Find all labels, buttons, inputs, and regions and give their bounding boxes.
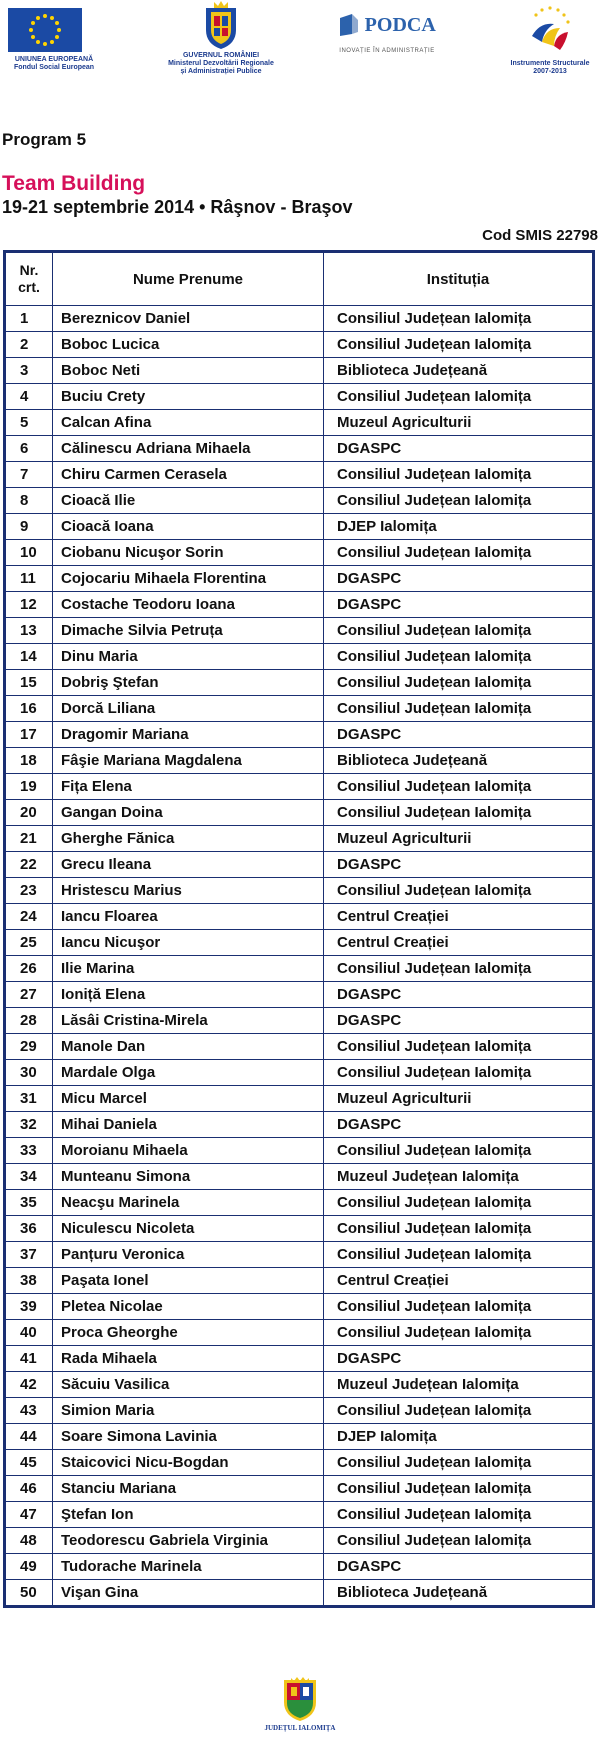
gov-logo-caption-2: Ministerul Dezvoltării Regionale: [168, 60, 274, 67]
participant-name: Dobriş Ştefan: [53, 670, 324, 696]
government-logo: [150, 0, 292, 76]
row-number: 28: [5, 1008, 53, 1034]
participants-table: [3, 250, 595, 1608]
table-row: [5, 1476, 594, 1502]
row-number: 48: [5, 1528, 53, 1554]
row-number: 40: [5, 1320, 53, 1346]
participant-name: Manole Dan: [53, 1034, 324, 1060]
participant-name: Cioacă Ioana: [53, 514, 324, 540]
participant-institution: Consiliul Județean Ialomița: [324, 1294, 594, 1320]
participant-name: Munteanu Simona: [53, 1164, 324, 1190]
table-row: [5, 1216, 594, 1242]
participant-name: Grecu Ileana: [53, 852, 324, 878]
table-row: [5, 410, 594, 436]
participant-name: Mardale Olga: [53, 1060, 324, 1086]
table-row: [5, 1450, 594, 1476]
row-number: 13: [5, 618, 53, 644]
table-row: [5, 1008, 594, 1034]
row-number: 41: [5, 1346, 53, 1372]
participant-institution: Consiliul Județean Ialomița: [324, 1502, 594, 1528]
table-row: [5, 1580, 594, 1607]
table-row: [5, 1502, 594, 1528]
participant-institution: Consiliul Județean Ialomița: [324, 1476, 594, 1502]
participant-institution: Muzeul Agriculturii: [324, 826, 594, 852]
participant-institution: Consiliul Județean Ialomița: [324, 488, 594, 514]
table-row: [5, 1060, 594, 1086]
participant-institution: Consiliul Județean Ialomița: [324, 1528, 594, 1554]
participant-name: Vişan Gina: [53, 1580, 324, 1607]
row-number: 24: [5, 904, 53, 930]
participant-name: Staicovici Nicu-Bogdan: [53, 1450, 324, 1476]
row-number: 8: [5, 488, 53, 514]
county-footer: [260, 1676, 340, 1732]
row-number: 21: [5, 826, 53, 852]
participant-name: Niculescu Nicoleta: [53, 1216, 324, 1242]
participant-institution: Muzeul Județean Ialomița: [324, 1372, 594, 1398]
participant-institution: Consiliul Județean Ialomița: [324, 332, 594, 358]
eu-logo-caption-2: Fondul Social European: [13, 64, 95, 71]
row-number: 20: [5, 800, 53, 826]
row-number: 14: [5, 644, 53, 670]
participant-institution: DGASPC: [324, 982, 594, 1008]
participant-name: Ştefan Ion: [53, 1502, 324, 1528]
participant-institution: Consiliul Județean Ialomița: [324, 1060, 594, 1086]
table-row: [5, 1242, 594, 1268]
row-number: 33: [5, 1138, 53, 1164]
table-row: [5, 306, 594, 332]
table-row: [5, 696, 594, 722]
participant-institution: Consiliul Județean Ialomița: [324, 956, 594, 982]
participant-institution: Consiliul Județean Ialomița: [324, 878, 594, 904]
participant-institution: Centrul Creației: [324, 1268, 594, 1294]
row-number: 25: [5, 930, 53, 956]
partner-logos: [0, 0, 600, 92]
participant-institution: Consiliul Județean Ialomița: [324, 1450, 594, 1476]
row-number: 16: [5, 696, 53, 722]
row-number: 12: [5, 592, 53, 618]
participant-name: Boboc Neti: [53, 358, 324, 384]
participant-institution: Consiliul Județean Ialomița: [324, 1216, 594, 1242]
table-row: [5, 644, 594, 670]
table-row: [5, 1424, 594, 1450]
participant-institution: Consiliul Județean Ialomița: [324, 618, 594, 644]
participant-institution: Centrul Creației: [324, 930, 594, 956]
row-number: 37: [5, 1242, 53, 1268]
participant-institution: Muzeul Județean Ialomița: [324, 1164, 594, 1190]
table-row: [5, 1372, 594, 1398]
table-row: [5, 956, 594, 982]
participant-name: Soare Simona Lavinia: [53, 1424, 324, 1450]
table-row: [5, 1112, 594, 1138]
participant-institution: Consiliul Județean Ialomița: [324, 1190, 594, 1216]
table-row: [5, 722, 594, 748]
row-number: 18: [5, 748, 53, 774]
row-number: 3: [5, 358, 53, 384]
participant-name: Iancu Nicuşor: [53, 930, 324, 956]
table-row: [5, 514, 594, 540]
participant-name: Cioacă Ilie: [53, 488, 324, 514]
participant-institution: Consiliul Județean Ialomița: [324, 1138, 594, 1164]
header-nr-line-2: crt.: [18, 279, 40, 295]
participant-institution: DGASPC: [324, 852, 594, 878]
instrumente-structurale-icon: [520, 2, 580, 58]
participant-institution: DGASPC: [324, 592, 594, 618]
row-number: 35: [5, 1190, 53, 1216]
participant-name: Teodorescu Gabriela Virginia: [53, 1528, 324, 1554]
participant-name: Tudorache Marinela: [53, 1554, 324, 1580]
row-number: 31: [5, 1086, 53, 1112]
event-title: Team Building: [2, 172, 146, 195]
program-title: Program 5: [2, 130, 87, 149]
participants-table-body: [5, 306, 594, 1607]
is-logo-caption-1: Instrumente Structurale: [510, 60, 590, 67]
row-number: 2: [5, 332, 53, 358]
participant-institution: Consiliul Județean Ialomița: [324, 800, 594, 826]
participant-name: Dinu Maria: [53, 644, 324, 670]
participant-name: Dorcă Liliana: [53, 696, 324, 722]
participant-institution: Consiliul Județean Ialomița: [324, 670, 594, 696]
row-number: 39: [5, 1294, 53, 1320]
eu-flag-icon: [8, 8, 82, 52]
participant-institution: Consiliul Județean Ialomița: [324, 306, 594, 332]
row-number: 44: [5, 1424, 53, 1450]
row-number: 49: [5, 1554, 53, 1580]
row-number: 32: [5, 1112, 53, 1138]
row-number: 7: [5, 462, 53, 488]
row-number: 38: [5, 1268, 53, 1294]
table-row: [5, 540, 594, 566]
gov-logo-caption-3: și Administrației Publice: [180, 68, 262, 75]
row-number: 47: [5, 1502, 53, 1528]
participant-name: Buciu Crety: [53, 384, 324, 410]
table-row: [5, 1086, 594, 1112]
row-number: 27: [5, 982, 53, 1008]
participant-institution: Consiliul Județean Ialomița: [324, 1242, 594, 1268]
is-logo-caption-2: 2007-2013: [533, 68, 567, 75]
table-row: [5, 878, 594, 904]
participant-name: Stanciu Mariana: [53, 1476, 324, 1502]
participant-institution: DJEP Ialomița: [324, 514, 594, 540]
eu-logo-caption-1: UNIUNEA EUROPEANĂ: [14, 56, 94, 63]
podca-logo-icon: [338, 12, 360, 38]
participant-institution: Muzeul Agriculturii: [324, 410, 594, 436]
participant-institution: Consiliul Județean Ialomița: [324, 462, 594, 488]
participant-name: Simion Maria: [53, 1398, 324, 1424]
row-number: 10: [5, 540, 53, 566]
table-row: [5, 1528, 594, 1554]
gov-logo-caption-1: GUVERNUL ROMÂNIEI: [182, 52, 260, 59]
row-number: 11: [5, 566, 53, 592]
table-row: [5, 384, 594, 410]
participant-institution: DGASPC: [324, 1112, 594, 1138]
participant-institution: Consiliul Județean Ialomița: [324, 644, 594, 670]
participant-institution: DGASPC: [324, 1554, 594, 1580]
participant-name: Chiru Carmen Cerasela: [53, 462, 324, 488]
participant-institution: DGASPC: [324, 1346, 594, 1372]
table-row: [5, 1268, 594, 1294]
table-row: [5, 1294, 594, 1320]
participant-name: Proca Gheorghe: [53, 1320, 324, 1346]
row-number: 42: [5, 1372, 53, 1398]
table-row: [5, 462, 594, 488]
table-row: [5, 488, 594, 514]
row-number: 50: [5, 1580, 53, 1607]
table-row: [5, 904, 594, 930]
header-name: Nume Prenume: [53, 252, 324, 306]
cod-smis: Cod SMIS 22798: [482, 227, 598, 244]
table-row: [5, 358, 594, 384]
row-number: 15: [5, 670, 53, 696]
row-number: 36: [5, 1216, 53, 1242]
participant-institution: DGASPC: [324, 566, 594, 592]
table-row: [5, 982, 594, 1008]
table-row: [5, 852, 594, 878]
participant-name: Săcuiu Vasilica: [53, 1372, 324, 1398]
participant-name: Dragomir Mariana: [53, 722, 324, 748]
row-number: 22: [5, 852, 53, 878]
event-dates-location: 19-21 septembrie 2014 • Râşnov - Braşov: [2, 197, 353, 217]
participant-institution: Consiliul Județean Ialomița: [324, 1320, 594, 1346]
table-row: [5, 826, 594, 852]
participant-name: Iancu Floarea: [53, 904, 324, 930]
participant-name: Hristescu Marius: [53, 878, 324, 904]
table-row: [5, 1320, 594, 1346]
row-number: 9: [5, 514, 53, 540]
participant-name: Gherghe Fănica: [53, 826, 324, 852]
participant-institution: Muzeul Agriculturii: [324, 1086, 594, 1112]
participant-institution: DGASPC: [324, 1008, 594, 1034]
participant-institution: Biblioteca Județeană: [324, 748, 594, 774]
row-number: 26: [5, 956, 53, 982]
row-number: 34: [5, 1164, 53, 1190]
participant-name: Dimache Silvia Petruța: [53, 618, 324, 644]
podca-logo-tagline: INOVAȚIE ÎN ADMINISTRAȚIE: [339, 48, 435, 54]
table-row: [5, 1164, 594, 1190]
participant-name: Micu Marcel: [53, 1086, 324, 1112]
table-row: [5, 566, 594, 592]
participant-name: Rada Mihaela: [53, 1346, 324, 1372]
table-row: [5, 1138, 594, 1164]
participant-institution: Consiliul Județean Ialomița: [324, 384, 594, 410]
row-number: 23: [5, 878, 53, 904]
participant-name: Paşata Ionel: [53, 1268, 324, 1294]
table-row: [5, 592, 594, 618]
table-header-row: [5, 252, 594, 306]
table-row: [5, 332, 594, 358]
table-row: [5, 1190, 594, 1216]
participant-name: Fâşie Mariana Magdalena: [53, 748, 324, 774]
row-number: 29: [5, 1034, 53, 1060]
row-number: 5: [5, 410, 53, 436]
table-row: [5, 1346, 594, 1372]
participant-name: Ilie Marina: [53, 956, 324, 982]
participant-institution: Consiliul Județean Ialomița: [324, 696, 594, 722]
participant-institution: Consiliul Județean Ialomița: [324, 1034, 594, 1060]
participant-name: Moroianu Mihaela: [53, 1138, 324, 1164]
romania-coat-of-arms-icon: [202, 0, 240, 50]
participant-institution: Centrul Creației: [324, 904, 594, 930]
participant-name: Ioniță Elena: [53, 982, 324, 1008]
participant-name: Boboc Lucica: [53, 332, 324, 358]
row-number: 1: [5, 306, 53, 332]
table-row: [5, 748, 594, 774]
row-number: 46: [5, 1476, 53, 1502]
participant-institution: DGASPC: [324, 722, 594, 748]
row-number: 4: [5, 384, 53, 410]
participant-institution: Consiliul Județean Ialomița: [324, 774, 594, 800]
participant-name: Lăsâi Cristina-Mirela: [53, 1008, 324, 1034]
row-number: 19: [5, 774, 53, 800]
participant-name: Calcan Afina: [53, 410, 324, 436]
participant-name: Cojocariu Mihaela Florentina: [53, 566, 324, 592]
participant-name: Costache Teodoru Ioana: [53, 592, 324, 618]
header-nr-line-1: Nr.: [19, 262, 39, 278]
table-row: [5, 1554, 594, 1580]
participant-institution: Consiliul Județean Ialomița: [324, 1398, 594, 1424]
county-caption: JUDEȚUL IALOMIȚA: [264, 1724, 336, 1732]
participant-institution: Consiliul Județean Ialomița: [324, 540, 594, 566]
eu-logo: [4, 0, 104, 72]
participant-name: Pletea Nicolae: [53, 1294, 324, 1320]
table-row: [5, 800, 594, 826]
table-row: [5, 618, 594, 644]
participant-name: Fița Elena: [53, 774, 324, 800]
ialomita-county-crest-icon: [281, 1676, 319, 1722]
table-row: [5, 436, 594, 462]
podca-logo: [332, 0, 442, 54]
table-row: [5, 930, 594, 956]
participant-name: Panțuru Veronica: [53, 1242, 324, 1268]
podca-logo-name: PODCA: [364, 13, 436, 36]
participant-institution: Biblioteca Județeană: [324, 358, 594, 384]
participant-institution: DGASPC: [324, 436, 594, 462]
row-number: 17: [5, 722, 53, 748]
participant-name: Călinescu Adriana Mihaela: [53, 436, 324, 462]
row-number: 30: [5, 1060, 53, 1086]
header-institution: Instituția: [324, 252, 594, 306]
participant-name: Gangan Doina: [53, 800, 324, 826]
row-number: 6: [5, 436, 53, 462]
participant-name: Neacşu Marinela: [53, 1190, 324, 1216]
participant-institution: Biblioteca Județeană: [324, 1580, 594, 1607]
participant-institution: DJEP Ialomița: [324, 1424, 594, 1450]
participant-name: Ciobanu Nicuşor Sorin: [53, 540, 324, 566]
table-row: [5, 670, 594, 696]
participant-name: Bereznicov Daniel: [53, 306, 324, 332]
table-row: [5, 1398, 594, 1424]
instrumente-structurale-logo: [500, 0, 600, 76]
row-number: 45: [5, 1450, 53, 1476]
row-number: 43: [5, 1398, 53, 1424]
table-row: [5, 774, 594, 800]
participant-name: Mihai Daniela: [53, 1112, 324, 1138]
header-nr-crt: [5, 252, 53, 306]
table-row: [5, 1034, 594, 1060]
